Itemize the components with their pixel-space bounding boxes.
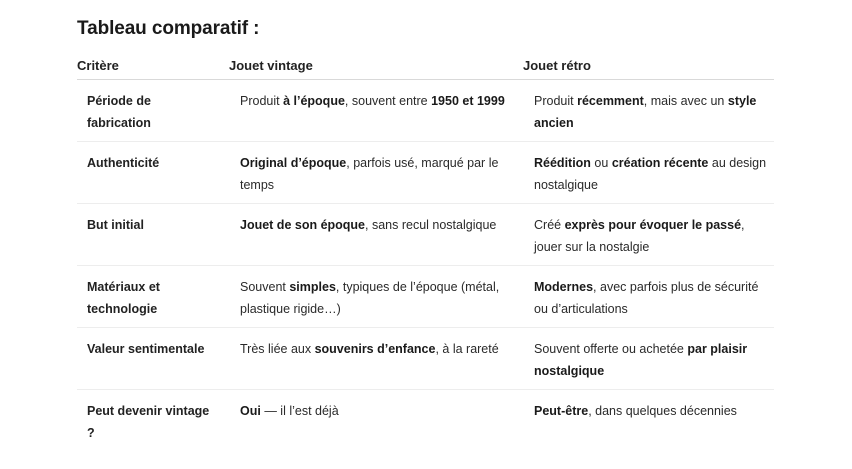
bold-text: récemment	[577, 94, 644, 108]
header-vintage: Jouet vintage	[229, 58, 313, 73]
table-row	[77, 142, 774, 204]
cell-vintage	[240, 90, 515, 112]
text-segment: Souvent offerte ou achetée	[534, 342, 688, 356]
cell-retro	[534, 90, 774, 134]
text-segment: Souvent	[240, 280, 290, 294]
bold-text: à l’époque	[283, 94, 345, 108]
table-row	[77, 390, 774, 460]
text-segment: — il l’est déjà	[260, 404, 339, 418]
text-segment: Créé	[534, 218, 565, 232]
bold-text: souvenirs d’enfance	[314, 342, 436, 356]
bold-text: Oui	[240, 404, 261, 418]
cell-vintage	[240, 276, 515, 320]
cell-vintage	[240, 152, 515, 196]
table-row	[77, 204, 774, 266]
cell-vintage	[240, 338, 515, 360]
text-segment: , mais avec un	[643, 94, 728, 108]
cell-criterion: Période de fabrication	[87, 94, 151, 130]
table-row	[77, 328, 774, 390]
text-segment: , typiques de l’époque (métal, plastique rigide…)	[240, 280, 500, 316]
cell-retro	[534, 276, 774, 320]
cell-retro	[534, 338, 764, 382]
text-segment: ou	[590, 156, 612, 170]
cell-vintage	[240, 400, 515, 422]
cell-criterion: Matériaux et technologie	[87, 280, 160, 316]
bold-text: Réédition	[534, 156, 591, 170]
cell-retro	[534, 400, 774, 422]
bold-text: 1950 et 1999	[431, 94, 505, 108]
bold-text: exprès pour évoquer le passé	[564, 218, 742, 232]
cell-criterion: Authenticité	[87, 156, 160, 170]
cell-criterion: But initial	[87, 218, 144, 232]
text-segment: Très liée aux	[240, 342, 315, 356]
bold-text: Modernes	[534, 280, 594, 294]
header-retro: Jouet rétro	[523, 58, 591, 73]
text-segment: , avec parfois plus de sécurité ou d’articulations	[534, 280, 759, 316]
bold-text: Original d’époque	[240, 156, 347, 170]
cell-retro	[534, 152, 774, 196]
text-segment: , souvent entre	[344, 94, 432, 108]
header-criterion: Critère	[77, 58, 119, 73]
table-title: Tableau comparatif :	[77, 18, 260, 39]
table-row	[77, 80, 774, 142]
text-segment: , sans recul nostalgique	[365, 218, 497, 232]
text-segment: Produit	[240, 94, 284, 108]
cell-criterion: Peut devenir vintage ?	[87, 404, 210, 440]
table-header	[77, 57, 774, 80]
bold-text: par plaisir nostalgique	[534, 342, 748, 378]
text-segment: Produit	[534, 94, 578, 108]
bold-text: création récente	[611, 156, 709, 170]
text-segment: , jouer sur la nostalgie	[534, 218, 745, 254]
text-segment: , à la rareté	[435, 342, 499, 356]
table-row	[77, 266, 774, 328]
cell-retro	[534, 214, 774, 258]
text-segment: au design nostalgique	[534, 156, 767, 192]
bold-text: Peut-être	[534, 404, 589, 418]
cell-criterion: Valeur sentimentale	[87, 342, 205, 356]
cell-vintage	[240, 214, 515, 236]
bold-text: style ancien	[534, 94, 757, 130]
text-segment: , parfois usé, marqué par le temps	[240, 156, 499, 192]
bold-text: Jouet de son époque	[240, 218, 366, 232]
bold-text: simples	[289, 280, 336, 294]
text-segment: , dans quelques décennies	[588, 404, 737, 418]
